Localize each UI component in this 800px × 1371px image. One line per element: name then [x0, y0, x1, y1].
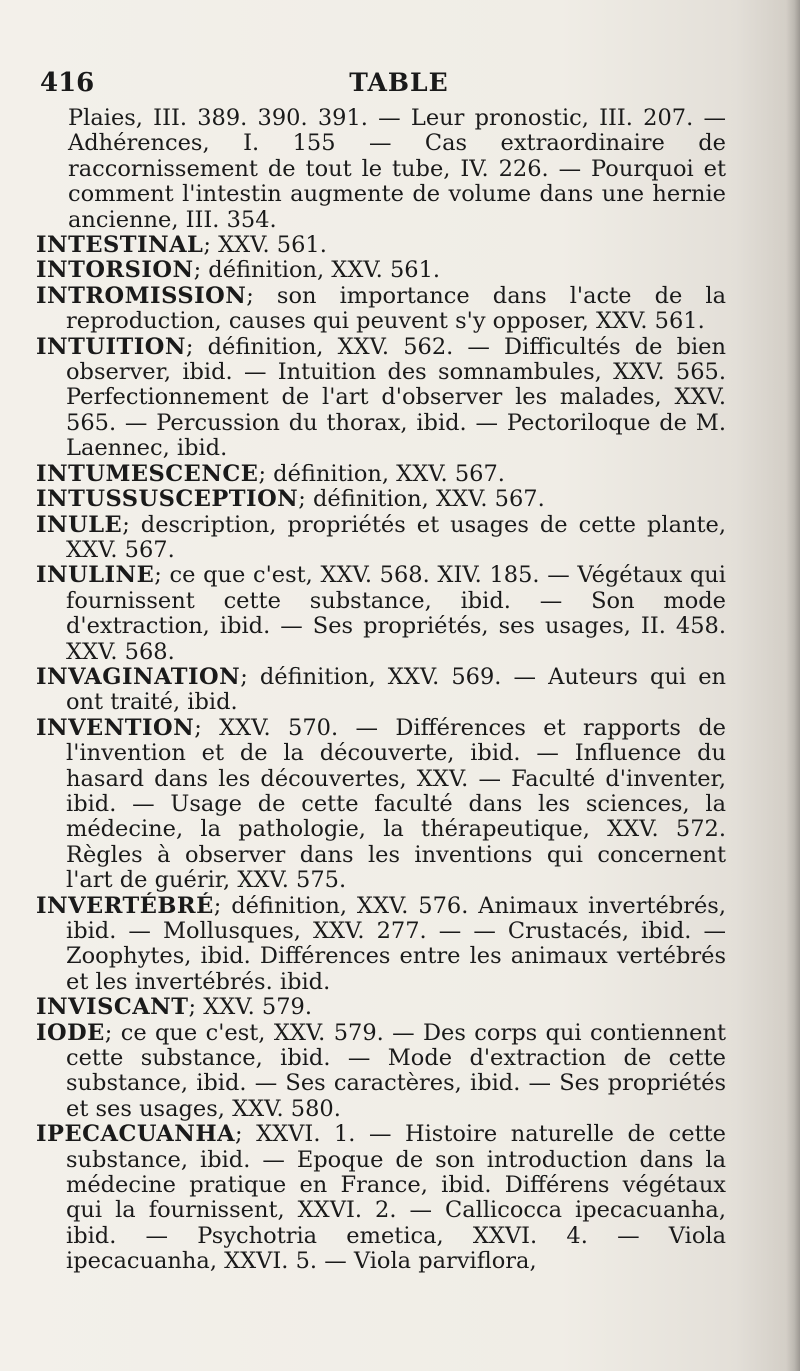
- entry-headword: INVAGINATION: [36, 663, 241, 690]
- index-entry: [36, 563, 726, 665]
- entry-headword: INTESTINAL: [36, 232, 204, 259]
- entry-headword: INVERTÉBRÉ: [36, 892, 214, 919]
- page-header: [40, 68, 758, 102]
- entry-headword: INULE: [36, 511, 123, 538]
- running-title: TABLE: [349, 68, 449, 97]
- index-entry: [36, 894, 726, 996]
- entry-text: ; description, propriétés et usages de cette plante, XXV. 567.: [66, 511, 726, 563]
- entry-text: ; définition, XXV. 567.: [258, 460, 505, 487]
- index-entry: [36, 106, 726, 233]
- index-entry: [36, 513, 726, 564]
- entry-headword: INULINE: [36, 562, 155, 589]
- index-entry: [36, 284, 726, 335]
- entry-text: ; définition, XXV. 569. — Auteurs qui en ont traité, ibid.: [66, 663, 726, 716]
- entry-text: ; définition, XXV. 562. — Difficultés de bien observer, ibid. — Intuition des somnambules, XXV. 565. Perfectionnement de l'art d'observer les malades, XXV. 565. — Percussion du thorax, ibid. — Pectoriloque de M. Laennec, ibid.: [66, 333, 726, 462]
- entry-text: ; ce que c'est, XXV. 579. — Des corps qui contiennent cette substance, ibid. — Mode d'extraction de cette substance, ibid. — Ses caractères, ibid. — Ses propriétés et ses usages, XXV. 580.: [66, 1019, 726, 1122]
- index-entry: [36, 1021, 726, 1123]
- index-entry: [36, 487, 726, 512]
- entry-headword: INTORSION: [36, 257, 194, 284]
- entry-headword: INTUMESCENCE: [36, 460, 259, 487]
- entry-text: ; ce que c'est, XXV. 568. XIV. 185. — Végétaux qui fournissent cette substance, ibid. — Son mode d'extraction, ibid. — Ses propriétés, ses usages, II. 458. XXV. 568.: [66, 562, 726, 665]
- entry-text: ; XXVI. 1. — Histoire naturelle de cette substance, ibid. — Epoque de son introduction dans la médecine pratique en France, ibid. Différens végétaux qui la fournissent, XXVI. 2. — Callicocca ipecacuanha, ibid. — Psychotria emetica, XXVI. 4. — Viola ipecacuanha, XXVI. 5. — Viola parviflora,: [66, 1121, 726, 1275]
- entry-headword: IODE: [36, 1019, 105, 1046]
- entry-text: Plaies, III. 389. 390. 391. — Leur pronostic, III. 207. — Adhérences, I. 155 — Cas extraordinaire de raccornissement de tout le tube, IV. 226. — Pourquoi et comment l'intestin augmente de volume dans une hernie ancienne, III. 354.: [68, 105, 726, 233]
- entry-headword: INVISCANT: [36, 994, 189, 1021]
- index-entry: [36, 716, 726, 894]
- entry-text: ; définition, XXV. 567.: [298, 486, 545, 513]
- index-entries: [36, 106, 726, 1275]
- page-number: 416: [40, 68, 95, 98]
- index-entry: [36, 1122, 726, 1274]
- page-gutter-shadow: [786, 0, 800, 1371]
- entry-headword: IPECACUANHA: [36, 1121, 236, 1148]
- entry-text: ; définition, XXV. 561.: [193, 257, 441, 284]
- index-entry: [36, 665, 726, 716]
- entry-text: ; XXV. 570. — Différences et rapports de l'invention et de la découverte, ibid. — Influence du hasard dans les découvertes, XXV. — Faculté d'inventer, ibid. — Usage de cette faculté dans les sciences, la médecine, la pathologie, la thérapeutique, XXV. 572. Règles à observer dans les inventions qui concernent l'art de guérir, XXV. 575.: [66, 714, 726, 894]
- index-entry: [36, 462, 726, 487]
- index-entry: [36, 233, 726, 258]
- entry-headword: INVENTION: [36, 714, 195, 741]
- entry-text: ; définition, XXV. 576. Animaux invertébrés, ibid. — Mollusques, XXV. 277. — — Crustacés, ibid. — Zoophytes, ibid. Différences entre les animaux vertébrés et les invertébrés. ibid.: [66, 892, 726, 995]
- entry-text: ; XXV. 579.: [188, 994, 312, 1021]
- index-entry: [36, 995, 726, 1020]
- index-entry: [36, 335, 726, 462]
- entry-headword: INTUSSUSCEPTION: [36, 486, 299, 513]
- entry-headword: INTROMISSION: [36, 282, 247, 309]
- entry-headword: INTUITION: [36, 333, 186, 360]
- entry-text: ; XXV. 561.: [203, 232, 327, 259]
- index-entry: [36, 258, 726, 283]
- entry-text: ; son importance dans l'acte de la reproduction, causes qui peuvent s'y opposer, XXV. 561.: [66, 282, 726, 335]
